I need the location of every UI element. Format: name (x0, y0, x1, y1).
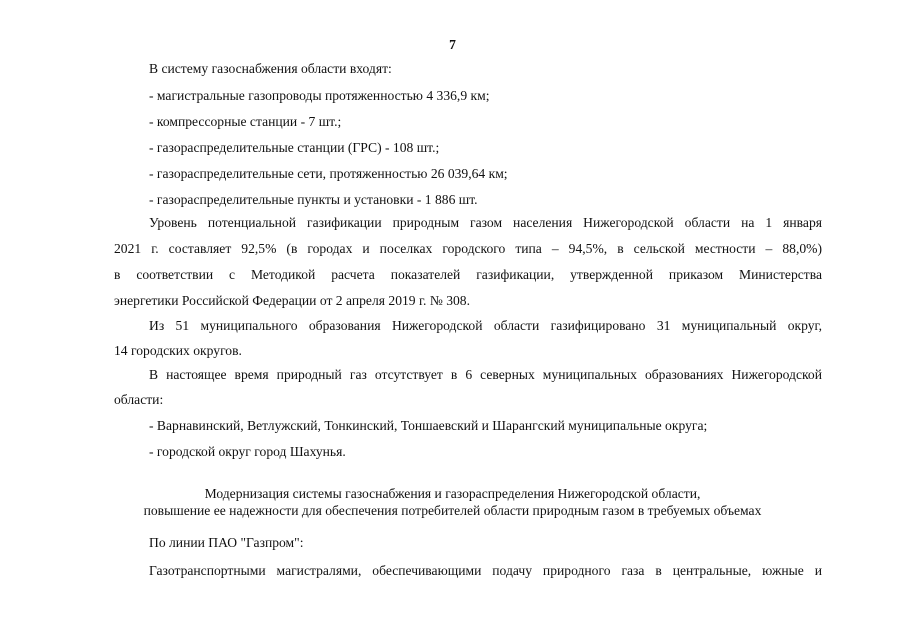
paragraph-line: Газотранспортными магистралями, обеспечивающими подачу природного газа в центральные, южные и (149, 563, 822, 578)
list-item: - Варнавинский, Ветлужский, Тонкинский, Тоншаевский и Шарангский муниципальные округа; (149, 418, 708, 433)
text-line: По линии ПАО "Газпром": (149, 535, 304, 550)
text-line: В систему газоснабжения области входят: (149, 61, 392, 76)
section-heading: повышение ее надежности для обеспечения потребителей области природным газом в требуемых объемах (143, 503, 762, 518)
paragraph-line: 2021 г. составляет 92,5% (в городах и поселках городского типа – 94,5%, в сельской местности – 88,0%) (114, 241, 822, 256)
paragraph-line: 14 городских округов. (114, 343, 242, 358)
paragraph-line: в соответствии с Методикой расчета показателей газификации, утвержденной приказом Министерства (114, 267, 822, 282)
paragraph-line: В настоящее время природный газ отсутствует в 6 северных муниципальных образованиях Нижегородской (149, 367, 822, 382)
list-item: - городской округ город Шахунья. (149, 444, 346, 459)
page-number: 7 (449, 37, 456, 52)
list-item: - газораспределительные сети, протяженностью 26 039,64 км; (149, 166, 508, 181)
paragraph-line: Уровень потенциальной газификации природным газом населения Нижегородской области на 1 января (149, 215, 822, 230)
list-item: - компрессорные станции - 7 шт.; (149, 114, 342, 129)
paragraph-line: Из 51 муниципального образования Нижегородской области газифицировано 31 муниципальный округ, (149, 318, 822, 333)
paragraph-line: области: (114, 392, 164, 407)
list-item: - газораспределительные станции (ГРС) - 108 шт.; (149, 140, 440, 155)
paragraph-line: энергетики Российской Федерации от 2 апреля 2019 г. № 308. (114, 293, 470, 308)
section-heading: Модернизация системы газоснабжения и газораспределения Нижегородской области, (204, 486, 701, 501)
list-item: - газораспределительные пункты и установки - 1 886 шт. (149, 192, 478, 207)
list-item: - магистральные газопроводы протяженностью 4 336,9 км; (149, 88, 490, 103)
